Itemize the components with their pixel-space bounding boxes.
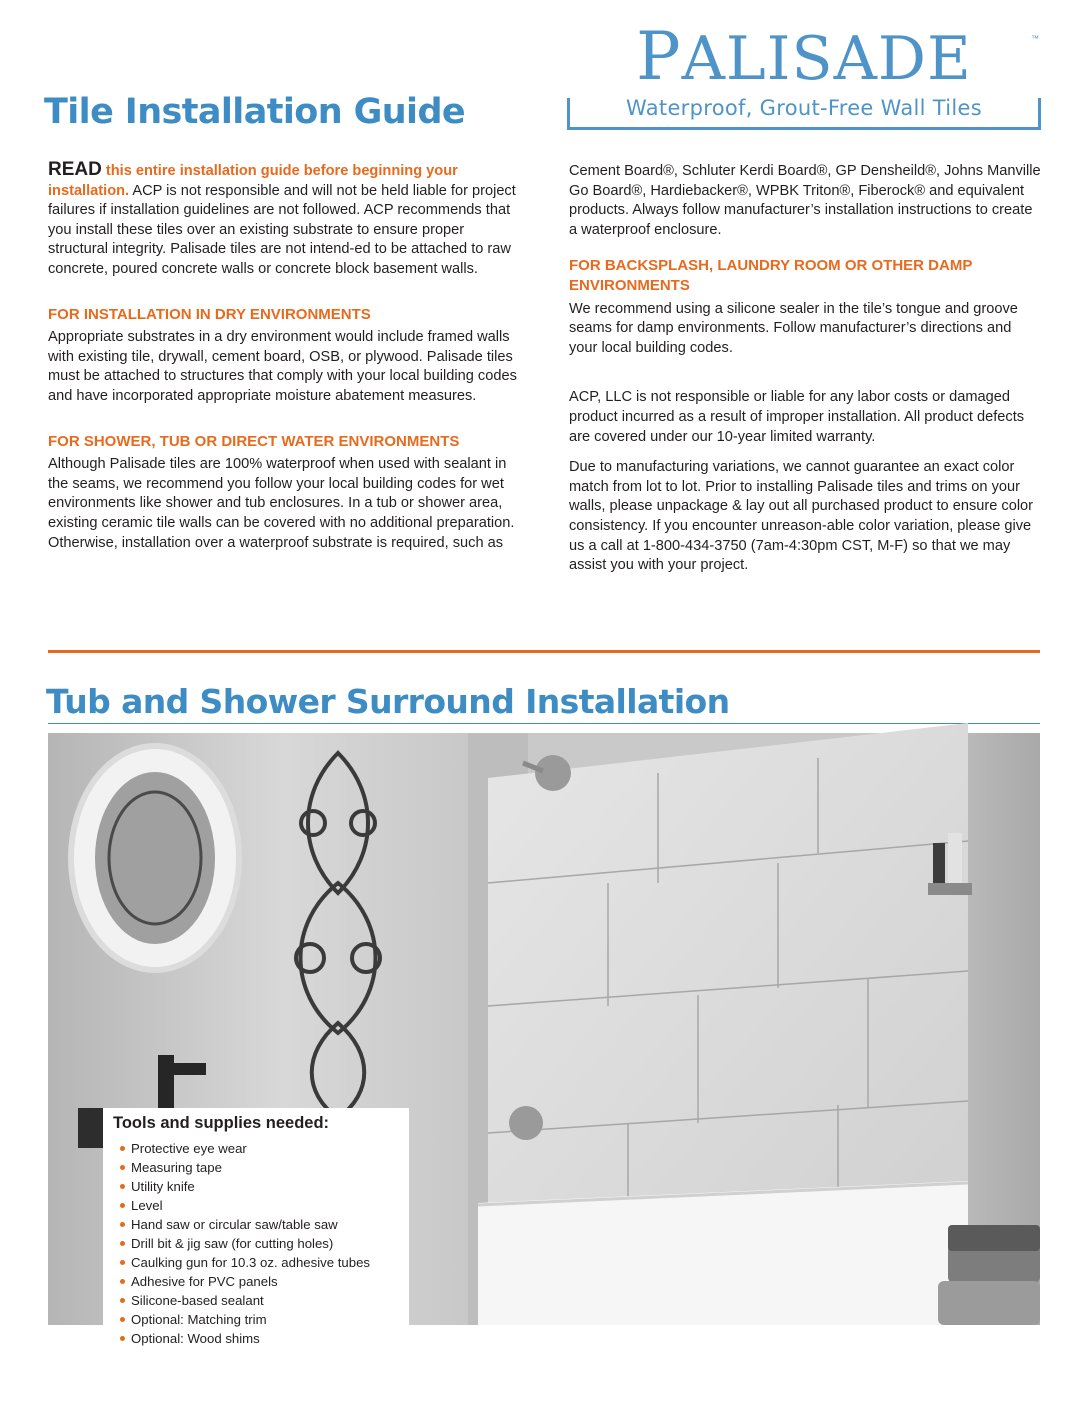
trademark-mark: ™: [1031, 34, 1039, 43]
logo-tagline: Waterproof, Grout-Free Wall Tiles: [626, 96, 982, 120]
list-item: Utility knife: [119, 1177, 370, 1196]
tools-list: [119, 1139, 370, 1348]
tools-title: Tools and supplies needed:: [113, 1114, 330, 1132]
bathroom-photo: [48, 733, 1040, 1346]
logo-wordmark: PALISADE: [636, 18, 972, 95]
list-item: Drill bit & jig saw (for cutting holes): [119, 1234, 370, 1253]
shower-paragraph: Although Palisade tiles are 100% waterproof when used with sealant in the seams, we recommend you follow your local building codes for wet environments like shower and tub enclosures. In a tub or shower area, existing ceramic tile walls can be covered with no additional preparation. Otherwise, installation over a waterproof substrate is required, such as: [48, 456, 515, 551]
list-item: Protective eye wear: [119, 1139, 370, 1158]
page-title: Tile Installation Guide: [44, 92, 466, 132]
intro-paragraph: [48, 160, 520, 280]
left-column: [48, 160, 520, 564]
damp-paragraph: We recommend using a silicone sealer in the tile’s tongue and groove seams for damp environments. Follow manufacturer’s directions and your local building codes.: [569, 300, 1018, 356]
intro-body: ACP is not responsible and will not be held liable for project failures if installation guidelines are not followed. ACP recommends that you install these tiles over an existing substrate to ensure proper structural integrity. Palisade tiles are not intend-ed to be attached to raw concrete, poured concrete walls or concrete block basement walls.: [48, 182, 516, 277]
list-item: Silicone-based sealant: [119, 1291, 370, 1310]
list-item: Measuring tape: [119, 1158, 370, 1177]
variation-paragraph: Due to manufacturing variations, we cannot guarantee an exact color match from lot to lot. Prior to installing Palisade tiles and trims on your walls, please unpackage & lay out all purchased product to ensure color consistency. If you encounter unreason-able color variation, please give us a call at 1-800-434-3750 (7am-4:30pm CST, M-F) so that we may assist you with your project.: [569, 459, 1034, 574]
list-item: Optional: Matching trim: [119, 1310, 370, 1329]
list-item: Adhesive for PVC panels: [119, 1272, 370, 1291]
list-item: Caulking gun for 10.3 oz. adhesive tubes: [119, 1253, 370, 1272]
dry-heading: FOR INSTALLATION IN DRY ENVIRONMENTS: [48, 305, 371, 323]
read-word: READ: [48, 159, 102, 180]
section-title-rule: [48, 723, 1040, 724]
right-column: [569, 162, 1041, 587]
tools-panel: [103, 1108, 409, 1347]
list-item: Level: [119, 1196, 370, 1215]
list-item: Hand saw or circular saw/table saw: [119, 1215, 370, 1234]
intro-lead: this entire installation guide before beginning your installation.: [48, 163, 458, 199]
section-title: Tub and Shower Surround Installation: [46, 682, 730, 721]
shower-heading: FOR SHOWER, TUB OR DIRECT WATER ENVIRONMENTS: [48, 432, 460, 450]
shower-paragraph-continued: Cement Board®, Schluter Kerdi Board®, GP Densheild®, Johns Manville Go Board®, Hardiebacker®, WPBK Triton®, Fiberock® and equivalent products. Always follow manufacturer’s installation instructions to create a waterproof enclosure.: [569, 163, 1041, 238]
damp-heading: FOR BACKSPLASH, LAUNDRY ROOM OR OTHER DAMP ENVIRONMENTS: [569, 257, 973, 294]
liability-paragraph: ACP, LLC is not responsible or liable for any labor costs or damaged product incurred as a result of improper installation. All product defects are covered under our 10-year limited warranty.: [569, 389, 1025, 445]
palisade-logo: [567, 18, 1041, 132]
dry-paragraph: Appropriate substrates in a dry environment would include framed walls with existing tile, drywall, cement board, OSB, or plywood. Palisade tiles must be attached to structures that comply with your local building codes and have incorporated appropriate moisture abatement measures.: [48, 329, 517, 404]
section-divider: [48, 650, 1040, 653]
list-item: Optional: Wood shims: [119, 1329, 370, 1348]
